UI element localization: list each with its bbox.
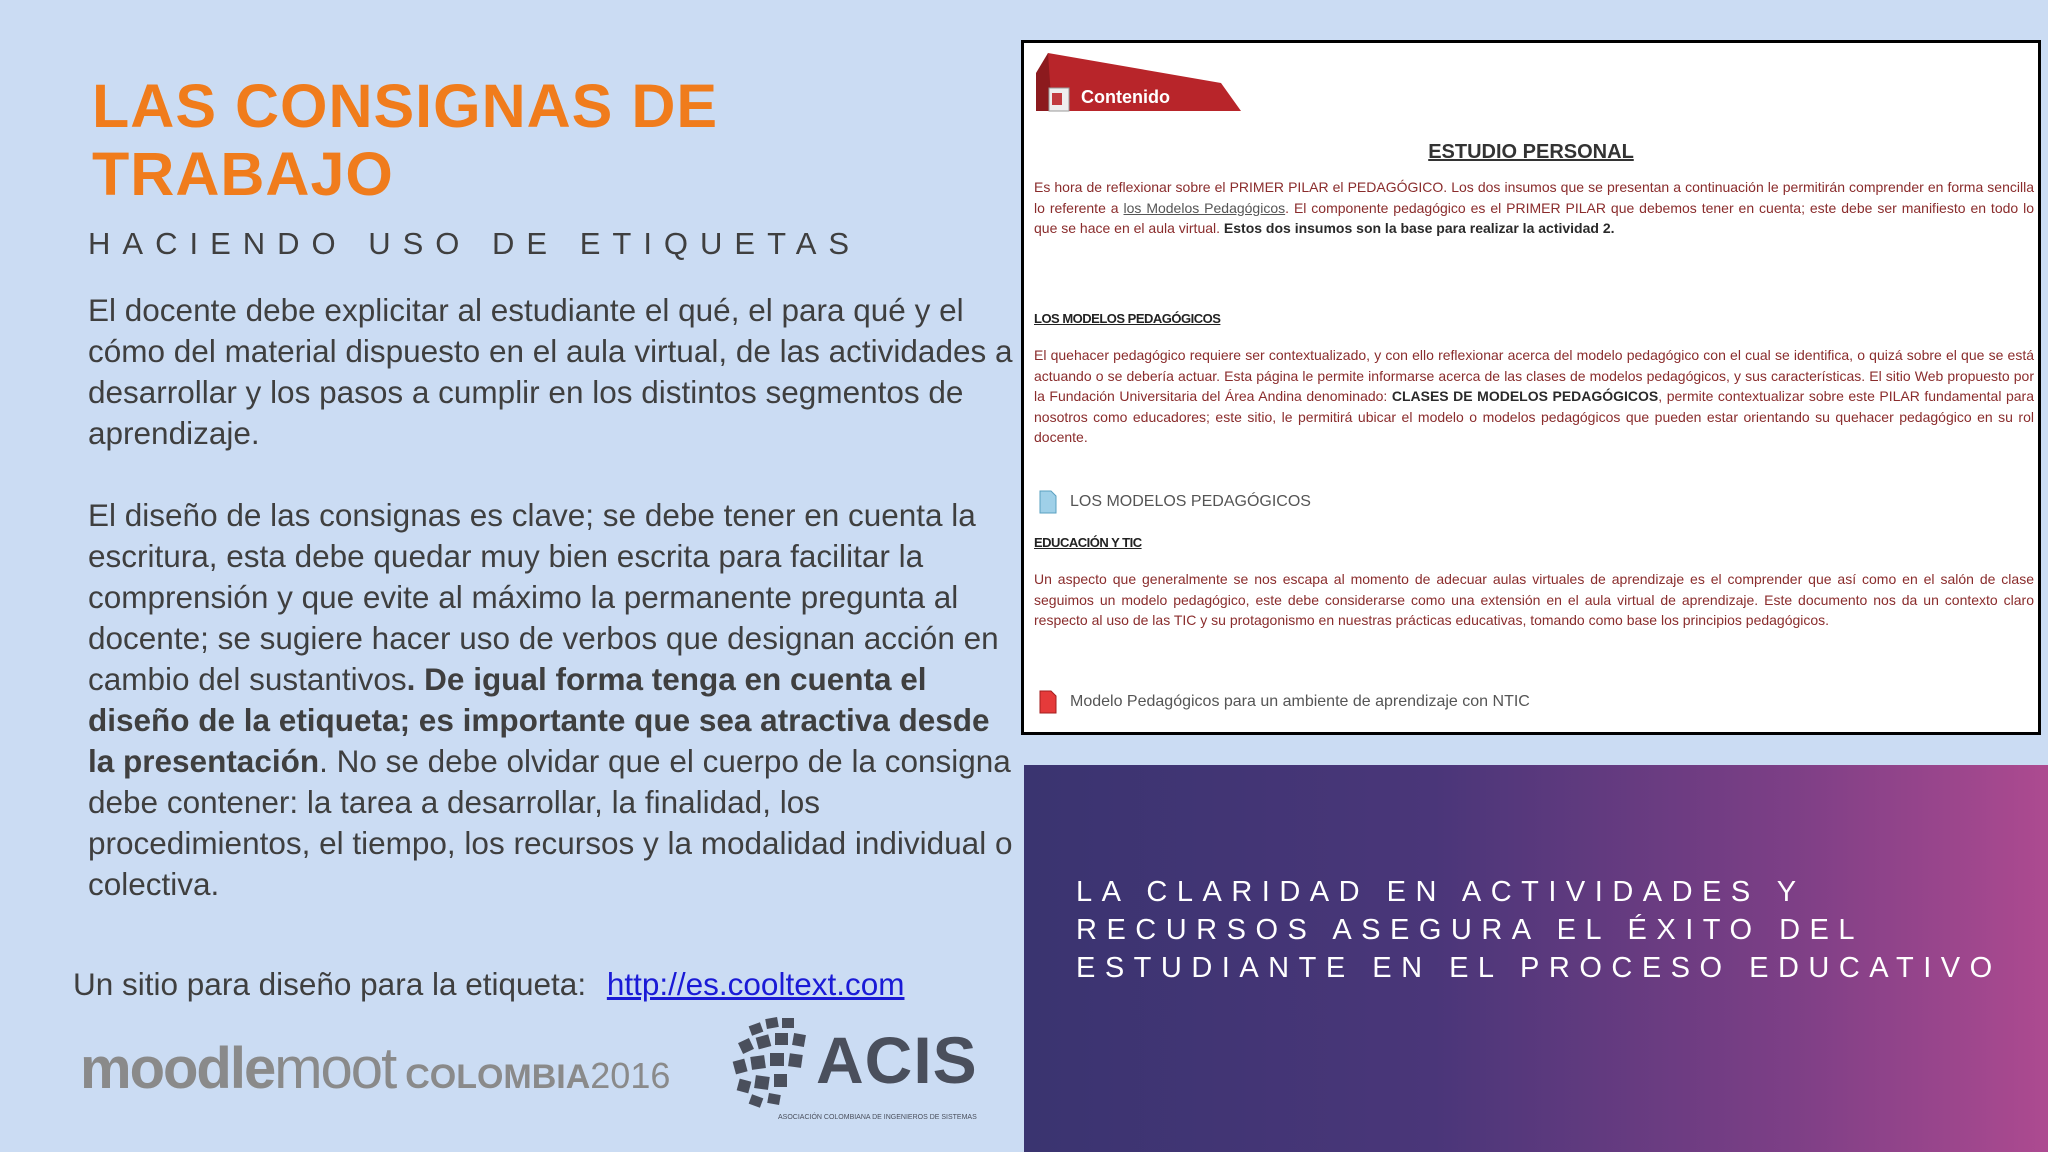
- moot-logo-word: moot: [274, 1036, 396, 1101]
- acis-logo-text: ACIS: [816, 1023, 978, 1097]
- slide-body: [88, 290, 1013, 946]
- resource-modelos[interactable]: [1038, 489, 1311, 515]
- paragraph-2: [88, 495, 1013, 905]
- section-tic-title: EDUCACIÓN Y TIC: [1034, 535, 1142, 550]
- pdf-icon: [1038, 689, 1058, 715]
- slide-title: [92, 72, 992, 208]
- paragraph-2-part-b: . No se debe olvidar que el cuerpo de la consigna debe contener: la tarea a desarrollar, la finalidad, los procedimientos, el tiempo, los recursos y la modalidad individual o colectiva.: [88, 743, 1013, 902]
- section-tic-paragraph: Un aspecto que generalmente se nos escapa al momento de adecuar aulas virtuales de aprendizaje es el comprender que así como en el salón de clase seguimos un modelo pedagógico, este debe considerarse como una extensión en el aula virtual de aprendizaje. Este documento nos da un contexto claro respecto al uso de las TIC y su protagonismo en nuestras prácticas educativas, tomando como base los principios pedagógicos.: [1034, 571, 2034, 628]
- acis-logo-subtext: ASOCIACIÓN COLOMBIANA DE INGENIEROS DE SISTEMAS: [778, 1114, 977, 1121]
- modelos-link[interactable]: los Modelos Pedagógicos: [1123, 199, 1286, 216]
- acis-logo: [730, 1016, 978, 1128]
- intro-paragraph: [1034, 177, 2034, 239]
- paragraph-2-part-a: El diseño de las consignas es clave; se debe tener en cuenta la escritura, esta debe quedar muy bien escrita para facilitar la comprensión y que evite al máximo la permanente pregunta al docente; se sugiere hacer uso de verbos que designan acción en cambio del sustantivos: [88, 497, 999, 697]
- section-modelos-bold: CLASES DE MODELOS PEDAGÓGICOS: [1391, 388, 1659, 404]
- cooltext-link[interactable]: http://es.cooltext.com: [606, 966, 905, 1002]
- paragraph-1: El docente debe explicitar al estudiante el qué, el para qué y el cómo del material dispuesto en el aula virtual, de las actividades a desarrollar y los pasos a cumplir en los distintos segmentos de aprendizaje.: [88, 292, 1013, 451]
- slide-title-line2: TRABAJO: [92, 140, 394, 208]
- resource-pdf[interactable]: [1038, 689, 1530, 715]
- section-modelos-paragraph: [1034, 345, 2034, 448]
- intro-bold: Estos dos insumos son la base para realizar la actividad 2.: [1223, 220, 1615, 236]
- section-modelos-text-b: , permite contextualizar sobre este PILAR fundamental para nosotros como educadores; este sitio, le permitirá ubicar el modelo o modelos pedagógicos que pueden estar orientando su quehacer pedagógico en su rol docente.: [1034, 388, 2034, 445]
- link-line: [73, 966, 904, 1003]
- moodle-logo-year: 2016: [590, 1055, 671, 1096]
- paragraph-2-bold: . De igual forma tenga en cuenta el diseño de la etiqueta; es importante que sea atractiva desde la presentación: [88, 661, 990, 779]
- file-icon: [1038, 489, 1058, 515]
- section-modelos-text-a: El quehacer pedagógico requiere ser contextualizado, y con ello reflexionar acerca del modelo pedagógico con el cual se identifica, o quizá sobre el que se está actuando o se debería actuar. Esta página le permite informarse acerca de las clases de modelos pedagógicos, y sus características. El sitio Web propuesto por la Fundación Universitaria del Área Andina denominado:: [1034, 347, 2034, 404]
- course-screenshot: [1021, 40, 2041, 735]
- section-modelos-title: LOS MODELOS PEDAGÓGICOS: [1034, 311, 1221, 326]
- moodle-logo-word: moodle: [80, 1036, 275, 1101]
- estudio-personal-heading: ESTUDIO PERSONAL: [1428, 141, 1634, 163]
- document-icon: [1048, 87, 1072, 113]
- link-prefix: Un sitio para diseño para la etiqueta:: [73, 966, 587, 1002]
- moodlemoot-logo: [80, 1035, 670, 1105]
- resource-modelos-label: LOS MODELOS PEDAGÓGICOS: [1070, 493, 1311, 510]
- slide-subtitle: HACIENDO USO DE ETIQUETAS: [88, 226, 862, 261]
- intro-text-b: . El componente pedagógico es el PRIMER PILAR que debemos tener en cuenta; este debe ser manifiesto en todo lo que se hace en el aula virtual.: [1034, 199, 2035, 236]
- resource-pdf-label: Modelo Pedagógicos para un ambiente de aprendizaje con NTIC: [1070, 693, 1530, 710]
- quote-text: LA CLARIDAD EN ACTIVIDADES Y RECURSOS ASEGURA EL ÉXITO DEL ESTUDIANTE EN EL PROCESO EDUCATIVO: [1076, 876, 2002, 984]
- intro-text-a: Es hora de reflexionar sobre el PRIMER PILAR el PEDAGÓGICO. Los dos insumos que se presentan a continuación le permitirán comprender en forma sencilla lo referente a: [1034, 179, 2034, 216]
- contenido-tab-label: Contenido: [1081, 87, 1170, 107]
- quote-panel: [1024, 765, 2048, 1152]
- slide-title-line1: LAS CONSIGNAS DE: [92, 72, 719, 140]
- moodle-logo-country: COLOMBIA: [405, 1058, 591, 1096]
